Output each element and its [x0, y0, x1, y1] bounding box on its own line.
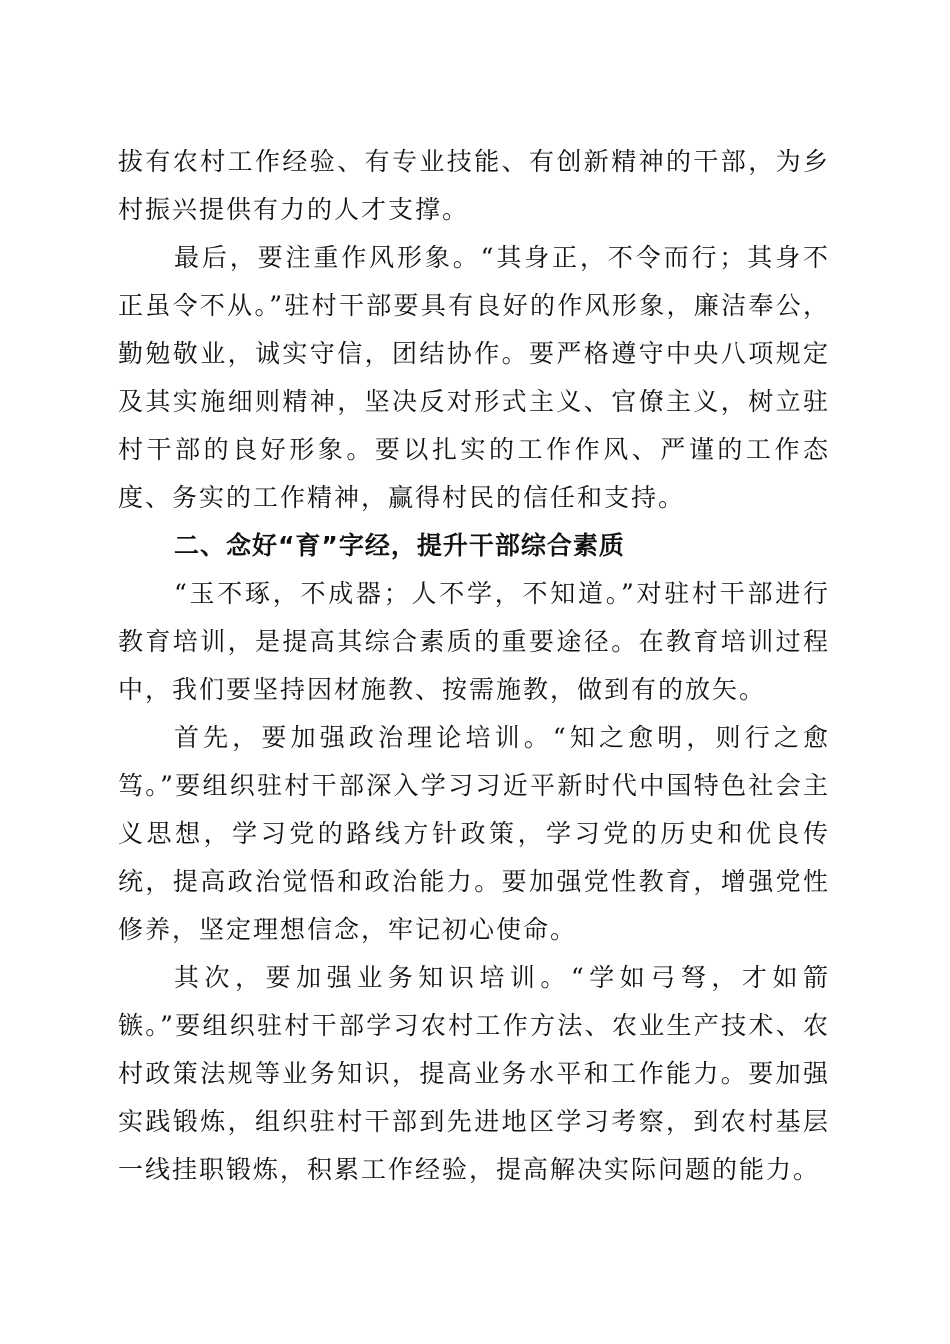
paragraph-education-intro: “玉不琢，不成器；人不学，不知道。”对驻村干部进行教育培训，是提高其综合素质的重要途径。在教育培训过程中，我们要坚持因材施教、按需施教，做到有的放矢。 [118, 579, 830, 704]
paragraph-continuation: 拔有农村工作经验、有专业技能、有创新精神的干部，为乡村振兴提供有力的人才支撑。 [118, 147, 830, 224]
paragraph-work-style: 最后，要注重作风形象。“其身正，不令而行；其身不正虽令不从。”驻村干部要具有良好的作风形象，廉洁奉公，勤勉敬业，诚实守信，团结协作。要严格遵守中央八项规定及其实施细则精神，坚决反对形式主义、官僚主义，树立驻村干部的良好形象。要以扎实的工作作风、严谨的工作态度、务实的工作精神，赢得村民的信任和支持。 [118, 243, 830, 512]
section-heading: 二、念好“育”字经，提升干部综合素质 [174, 531, 625, 560]
paragraph-political-training: 首先，要加强政治理论培训。“知之愈明，则行之愈笃。”要组织驻村干部深入学习习近平新时代中国特色社会主义思想，学习党的路线方针政策，学习党的历史和优良传统，提高政治觉悟和政治能力。要加强党性教育，增强党性修养，坚定理想信念，牢记初心使命。 [118, 723, 830, 944]
paragraph-professional-training: 其次，要加强业务知识培训。“学如弓弩，才如箭镞。”要组织驻村干部学习农村工作方法、农业生产技术、农村政策法规等业务知识，提高业务水平和工作能力。要加强实践锻炼，组织驻村干部到先进地区学习考察，到农村基层一线挂职锻炼，积累工作经验，提高解决实际问题的能力。 [118, 963, 830, 1184]
document-body [118, 138, 830, 1194]
